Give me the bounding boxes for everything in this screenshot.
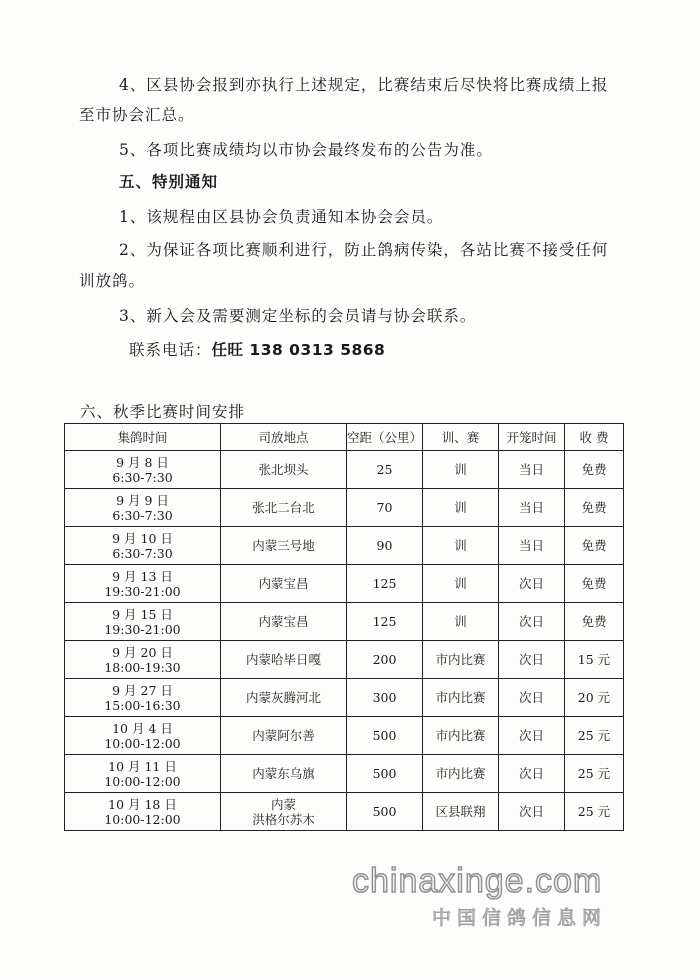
cell-distance: 500 [347,755,423,793]
collect-date: 9 月 13 日 [112,568,173,584]
cell-release-site: 内蒙灰腾河北 [221,679,347,717]
collect-date: 9 月 10 日 [112,530,173,546]
collect-date: 9 月 8 日 [116,454,169,470]
cell-fee: 20 元 [565,679,624,717]
cell-type: 训 [423,489,499,527]
collect-date: 9 月 20 日 [112,644,173,660]
table-row [65,603,624,641]
table-row [65,793,624,831]
contact-phone: 任旺 138 0313 5868 [211,341,386,359]
cell-collect-time [65,527,221,565]
cell-collect-time [65,489,221,527]
cell-open-time: 次日 [499,603,565,641]
table-row [65,451,624,489]
cell-fee: 免费 [565,451,624,489]
table-row [65,489,624,527]
contact-label: 联系电话： [129,341,212,359]
cell-fee: 免费 [565,527,624,565]
cell-fee: 免费 [565,489,624,527]
cell-collect-time [65,641,221,679]
cell-type: 市内比赛 [423,641,499,679]
cell-collect-time [65,755,221,793]
section-6-title: 六、秋季比赛时间安排 [80,403,246,421]
cell-type: 市内比赛 [423,679,499,717]
paragraph-5: 5、各项比赛成绩均以市协会最终发布的公告为准。 [119,141,493,159]
notice-2-line-1: 2、为保证各项比赛顺利进行，防止鸽病传染，各站比赛不接受任何 [119,241,609,259]
collect-time: 19:30-21:00 [104,621,181,637]
cell-open-time: 次日 [499,565,565,603]
cell-open-time: 当日 [499,451,565,489]
collect-date: 9 月 15 日 [112,606,173,622]
table-row [65,717,624,755]
header-release-site: 司放地点 [221,424,347,451]
watermark-site: chinaxinge.com [352,862,603,900]
cell-fee: 25 元 [565,717,624,755]
cell-fee: 免费 [565,565,624,603]
collect-time: 18:00-19:30 [104,659,181,675]
cell-release-site: 内蒙阿尔善 [221,717,347,755]
collect-date: 9 月 9 日 [116,492,169,508]
cell-type: 训 [423,565,499,603]
table-row [65,679,624,717]
notice-2-line-2: 训放鸽。 [79,272,146,290]
notice-1: 1、该规程由区县协会负责通知本协会会员。 [119,208,444,226]
header-distance: 空距（公里） [347,424,423,451]
collect-time: 10:00-12:00 [104,773,181,789]
notice-3: 3、新入会及需要测定坐标的会员请与协会联系。 [119,307,477,325]
table-row [65,565,624,603]
cell-release-site: 内蒙哈毕日嘎 [221,641,347,679]
collect-time: 10:00-12:00 [104,735,181,751]
cell-type: 训 [423,603,499,641]
watermark-name: 中国信鸽信息网 [432,907,608,929]
cell-distance: 300 [347,679,423,717]
cell-fee: 25 元 [565,755,624,793]
cell-release-site: 内蒙宝昌 [221,565,347,603]
cell-distance: 500 [347,793,423,831]
collect-time: 15:00-16:30 [104,697,181,713]
cell-distance: 125 [347,565,423,603]
cell-open-time: 次日 [499,641,565,679]
cell-release-site: 内蒙三号地 [221,527,347,565]
collect-date: 10 月 11 日 [108,758,177,774]
collect-date: 10 月 4 日 [112,720,173,736]
cell-collect-time [65,793,221,831]
cell-release-site: 张北坝头 [221,451,347,489]
cell-fee: 25 元 [565,793,624,831]
cell-open-time: 次日 [499,679,565,717]
cell-release-site: 张北二台北 [221,489,347,527]
cell-distance: 90 [347,527,423,565]
collect-time: 6:30-7:30 [112,507,173,523]
cell-open-time: 次日 [499,717,565,755]
collect-time: 6:30-7:30 [112,469,173,485]
table-row [65,755,624,793]
header-fee: 收 费 [565,424,624,451]
cell-distance: 125 [347,603,423,641]
cell-collect-time [65,717,221,755]
cell-fee: 免费 [565,603,624,641]
collect-date: 9 月 27 日 [112,682,173,698]
cell-open-time: 次日 [499,793,565,831]
cell-release-site: 内蒙宝昌 [221,603,347,641]
table-row [65,527,624,565]
section-5-title: 五、特别通知 [119,173,219,191]
paragraph-4-line-2: 至市协会汇总。 [79,106,195,124]
header-collect-time: 集鸽时间 [65,424,221,451]
cell-distance: 500 [347,717,423,755]
cell-release-site: 内蒙 洪格尔苏木 [221,793,347,831]
cell-type: 区县联翔 [423,793,499,831]
collect-time: 6:30-7:30 [112,545,173,561]
cell-open-time: 当日 [499,527,565,565]
cell-type: 市内比赛 [423,717,499,755]
cell-collect-time [65,679,221,717]
cell-type: 训 [423,527,499,565]
cell-distance: 200 [347,641,423,679]
header-type: 训、赛 [423,424,499,451]
cell-collect-time [65,603,221,641]
cell-open-time: 当日 [499,489,565,527]
cell-distance: 25 [347,451,423,489]
table-row [65,641,624,679]
cell-release-site: 内蒙东乌旗 [221,755,347,793]
contact-line [129,338,385,360]
paragraph-4-line-1: 4、区县协会报到亦执行上述规定，比赛结束后尽快将比赛成绩上报 [119,76,609,94]
cell-open-time: 次日 [499,755,565,793]
collect-date: 10 月 18 日 [108,796,177,812]
table-header-row [65,424,624,451]
schedule-table [64,423,624,831]
collect-time: 10:00-12:00 [104,811,181,827]
cell-collect-time [65,451,221,489]
header-open-time: 开笼时间 [499,424,565,451]
cell-fee: 15 元 [565,641,624,679]
cell-collect-time [65,565,221,603]
cell-type: 市内比赛 [423,755,499,793]
collect-time: 19:30-21:00 [104,583,181,599]
cell-type: 训 [423,451,499,489]
cell-distance: 70 [347,489,423,527]
